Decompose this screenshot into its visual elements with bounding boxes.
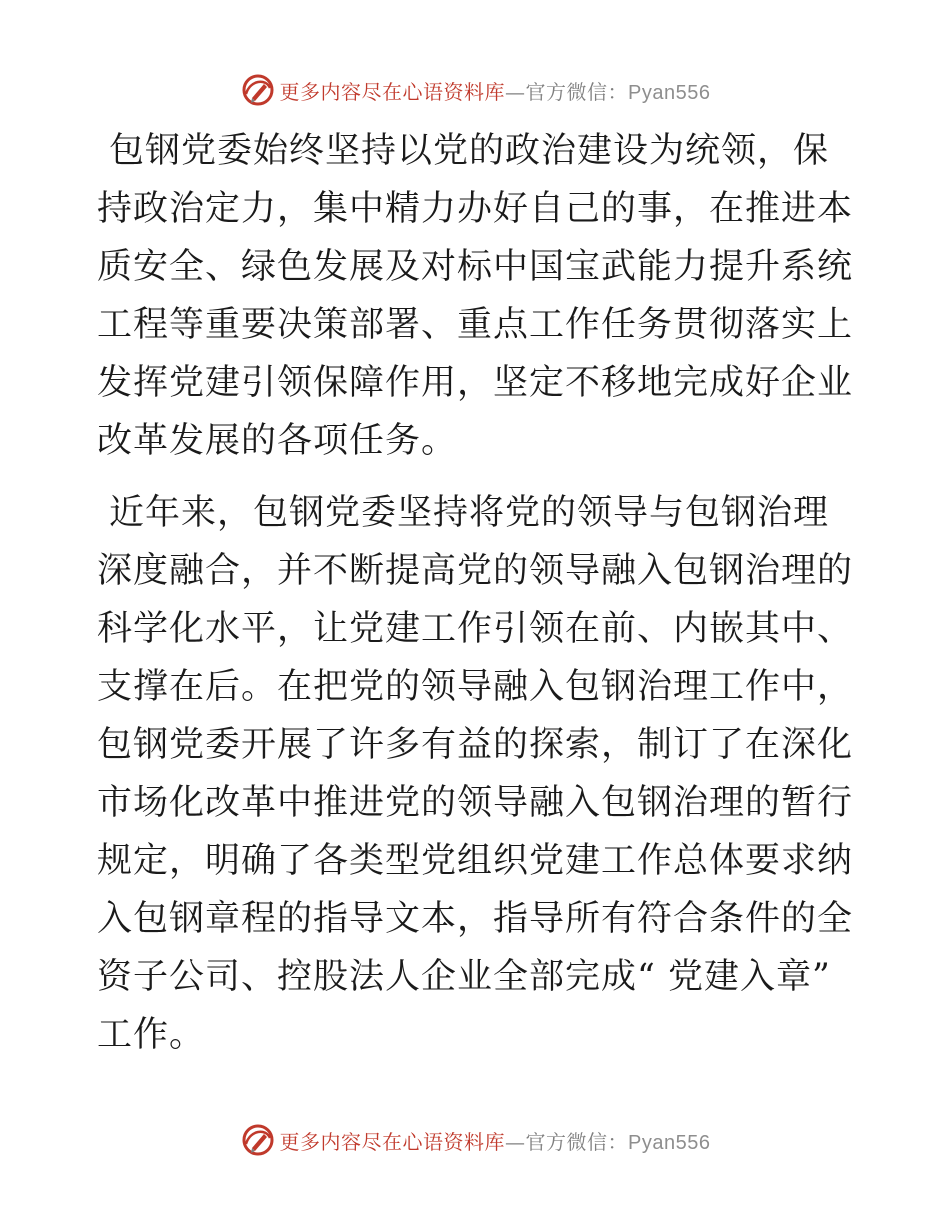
- header-banner: [0, 70, 950, 110]
- header-site-text: 更多内容尽在心语资料库: [279, 79, 506, 104]
- header-separator: —: [505, 79, 526, 104]
- header-wechat-id: Pyan556: [628, 81, 711, 104]
- document-body: [97, 122, 857, 1078]
- footer-banner-text: [280, 1126, 711, 1155]
- pen-logo-icon: [240, 72, 276, 108]
- footer-wechat-label: 官方微信：: [525, 1129, 629, 1154]
- paragraph-2: 近年来，包钢党委坚持将党的领导与包钢治理深度融合，并不断提高党的领导融入包钢治理的科学化水平，让党建工作引领在前、内嵌其中、支撑在后。在把党的领导融入包钢治理工作中，包钢党委开展了许多有益的探索，制订了在深化市场化改革中推进党的领导融入包钢治理的暂行规定，明确了各类型党组织党建工作总体要求纳入包钢章程的指导文本，指导所有符合条件的全资子公司、控股法人企业全部完成“ 党建入章” 工作。: [97, 493, 854, 1055]
- header-banner-text: [280, 76, 711, 105]
- pen-logo-icon: [240, 1122, 276, 1158]
- footer-banner: [0, 1120, 950, 1160]
- footer-site-text: 更多内容尽在心语资料库: [279, 1129, 506, 1154]
- paragraph-1: 包钢党委始终坚持以党的政治建设为统领，保持政治定力，集中精力办好自己的事，在推进本质安全、绿色发展及对标中国宝武能力提升系统工程等重要决策部署、重点工作任务贯彻落实上发挥党建引领保障作用，坚定不移地完成好企业改革发展的各项任务。: [97, 131, 854, 461]
- header-wechat-label: 官方微信：: [525, 79, 629, 104]
- footer-separator: —: [505, 1129, 526, 1154]
- footer-wechat-id: Pyan556: [628, 1131, 711, 1154]
